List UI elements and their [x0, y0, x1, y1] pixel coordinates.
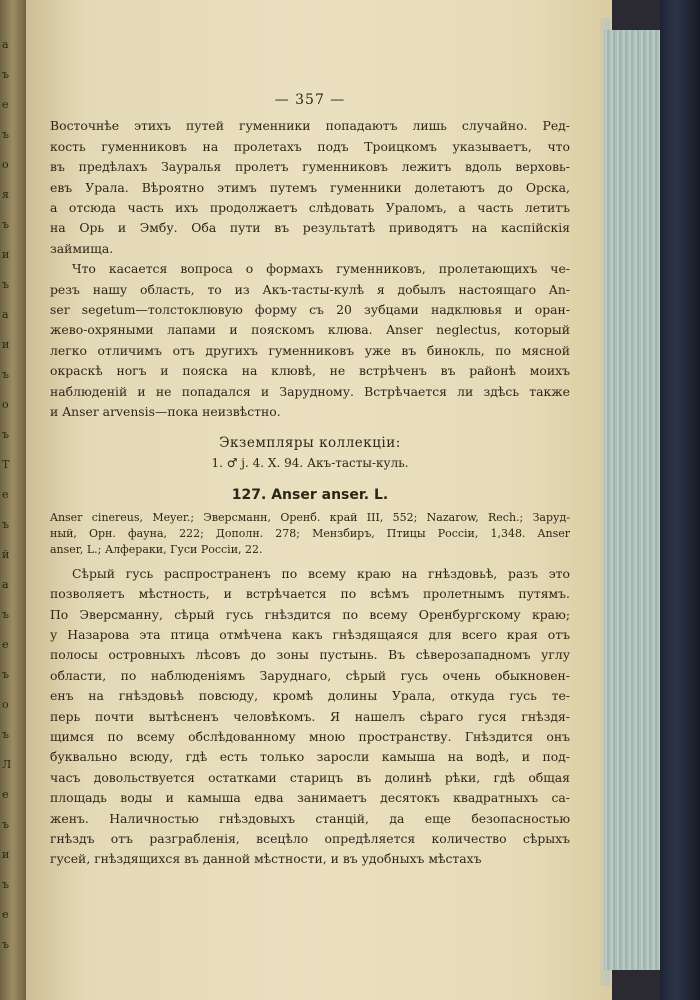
synonymy-line: Anser cinereus, Meyer.; Эверсманн, Оренб. край III, 552; Nazarow, Rech.; Заруд- [50, 510, 570, 524]
left-page-fragment: а [2, 308, 9, 321]
paragraph3-line: гусей, гнѣздящихся въ данной мѣстности, и въ удобныхъ мѣстахъ [50, 851, 482, 867]
left-page-edge [0, 0, 28, 1000]
specimen-entry: 1. ♂ j. 4. X. 94. Акъ-тасты-куль. [211, 455, 409, 470]
paragraph1-line: евъ Урала. Вѣроятно этимъ путемъ гуменники долетаютъ до Орска, [50, 179, 570, 195]
paragraph2-line: Что касается вопроса о формахъ гуменниковъ, пролетающихъ че- [72, 261, 570, 277]
paragraph-1 [50, 116, 570, 259]
left-page-fragment: й [2, 548, 10, 561]
paragraph1-line: Восточнѣе этихъ путей гуменники попадаютъ лишь случайно. Ред- [50, 118, 570, 134]
left-page-fragment: е [2, 98, 9, 111]
paragraph3-line: площадь воды и камыша едва занимаетъ десятокъ квадратныхъ са- [50, 790, 570, 806]
paragraph3-line: буквально всюду, гдѣ есть только заросли камыша на водѣ, и под- [50, 749, 570, 765]
left-page-fragment: ъ [2, 518, 9, 531]
left-page-fragment: ъ [2, 608, 9, 621]
paragraph2-line: окраскѣ ногъ и пояска на клювѣ, не встрѣченъ въ районѣ моихъ [50, 363, 570, 379]
paragraph1-line: въ предѣлахъ Зауралья пролетъ гуменниковъ лежитъ вдоль верховь- [50, 159, 570, 175]
page-block-edge [604, 30, 660, 970]
left-page-fragment: и [2, 338, 10, 351]
left-page-fragment: а [2, 38, 9, 51]
paragraph3-line: области, по наблюденіямъ Заруднаго, сѣрый гусь очень обыкновен- [50, 667, 570, 683]
paragraph3-line: позволяетъ мѣстность, и встрѣчается по всѣмъ пролетнымъ путямъ. [50, 586, 570, 602]
left-page-fragment: а [2, 578, 9, 591]
left-page-fragment: ъ [2, 938, 9, 951]
synonymy-block [50, 510, 570, 558]
paragraph2-line: легко отличимъ отъ другихъ гуменниковъ уже въ бинокль, по мясной [50, 342, 570, 358]
left-page-fragment: и [2, 848, 10, 861]
synonymy-line: ный, Орн. фауна, 222; Дополн. 278; Мензбиръ, Птицы Россіи, 1,348. Anser [50, 526, 570, 540]
left-page-fragment: о [2, 698, 9, 711]
paragraph3-line: По Эверсманну, сѣрый гусь гнѣздится по всему Оренбургскому краю; [50, 606, 570, 622]
paragraph-2 [50, 259, 570, 422]
paragraph1-line: кость гуменниковъ на пролетахъ подъ Троицкомъ указываетъ, что [50, 138, 570, 154]
paragraph3-line: гнѣздъ отъ разграбленія, всецѣло опредѣляется количество сѣрыхъ [50, 831, 570, 846]
left-page-fragment: е [2, 908, 9, 921]
left-page-fragment: я [2, 188, 9, 201]
paragraph3-line: часъ довольствуется остатками старицъ въ долинѣ рѣки, гдѣ общая [50, 769, 570, 785]
paragraph3-line: полосы островныхъ лѣсовъ до зоны пустынь. Въ сѣверозападномъ углу [50, 647, 570, 663]
left-page-fragment: о [2, 398, 9, 411]
paragraph2-line: и Anser arvensis—пока неизвѣстно. [50, 404, 281, 420]
paragraph2-line: жево-охряными лапами и пояскомъ клюва. Anser neglectus, который [50, 322, 570, 338]
left-page-fragment: ъ [2, 128, 9, 141]
left-page-fragment: Л [2, 758, 12, 771]
left-page-fragment: и [2, 248, 10, 261]
left-page-fragment: ъ [2, 278, 9, 291]
paragraph1-line: на Орь и Эмбу. Оба пути въ результатѣ приводятъ на каспійскія [50, 220, 570, 236]
left-page-fragment: ъ [2, 68, 9, 81]
species-title: 127. Anser anser. L. [231, 487, 389, 504]
paragraph3-line: женъ. Наличностью гнѣздовыхъ станцій, да еще безопасностью [50, 810, 570, 826]
left-page-fragment: е [2, 488, 9, 501]
paragraph3-line: щимся по всему обслѣдованному мною пространству. Гнѣздится онъ [50, 728, 570, 744]
paragraph3-line: у Назарова эта птица отмѣчена какъ гнѣздящаяся для всего края отъ [50, 626, 570, 642]
book-cover-spine [660, 0, 700, 1000]
paragraph1-line: займища. [50, 240, 114, 256]
left-page-fragment: е [2, 788, 9, 801]
left-page-fragment: ъ [2, 728, 9, 741]
collection-heading: Экземпляры коллекціи: [219, 434, 401, 451]
page-content [50, 90, 570, 870]
left-page-fragment: Т [2, 458, 10, 471]
synonymy-line: anser, L.; Алфераки, Гуси Россіи, 22. [50, 542, 263, 556]
paragraph3-line: Сѣрый гусь распространенъ по всему краю на гнѣздовьѣ, разъ это [72, 565, 570, 581]
page-number: — 357 — [274, 92, 346, 108]
paragraph-3 [50, 564, 570, 870]
paragraph3-line: перь почти вытѣсненъ человѣкомъ. Я нашелъ сѣраго гуся гнѣздя- [50, 708, 570, 724]
paragraph2-line: резъ нашу область, то из Акъ-тасты-кулѣ я добылъ настоящаго An- [50, 281, 570, 297]
paragraph2-line: ser segetum—толстоклювую форму съ 20 зубцами надклювья и оран- [50, 302, 570, 318]
left-page-fragment: ъ [2, 818, 9, 831]
left-page-fragment: ъ [2, 668, 9, 681]
left-page-fragment: ъ [2, 368, 9, 381]
paragraph1-line: а отсюда часть ихъ продолжаетъ слѣдовать Ураломъ, а часть летитъ [50, 200, 570, 216]
left-page-fragment: ъ [2, 878, 9, 891]
left-page-fragment: о [2, 158, 9, 171]
paragraph2-line: наблюденій и не попадался и Зарудному. Встрѣчается ли здѣсь также [50, 383, 570, 399]
left-page-fragment: е [2, 638, 9, 651]
left-page-fragment: ъ [2, 428, 9, 441]
paragraph3-line: енъ на гнѣздовьѣ повсюду, кромѣ долины Урала, откуда гусь те- [50, 688, 570, 704]
left-page-fragment: ъ [2, 218, 9, 231]
